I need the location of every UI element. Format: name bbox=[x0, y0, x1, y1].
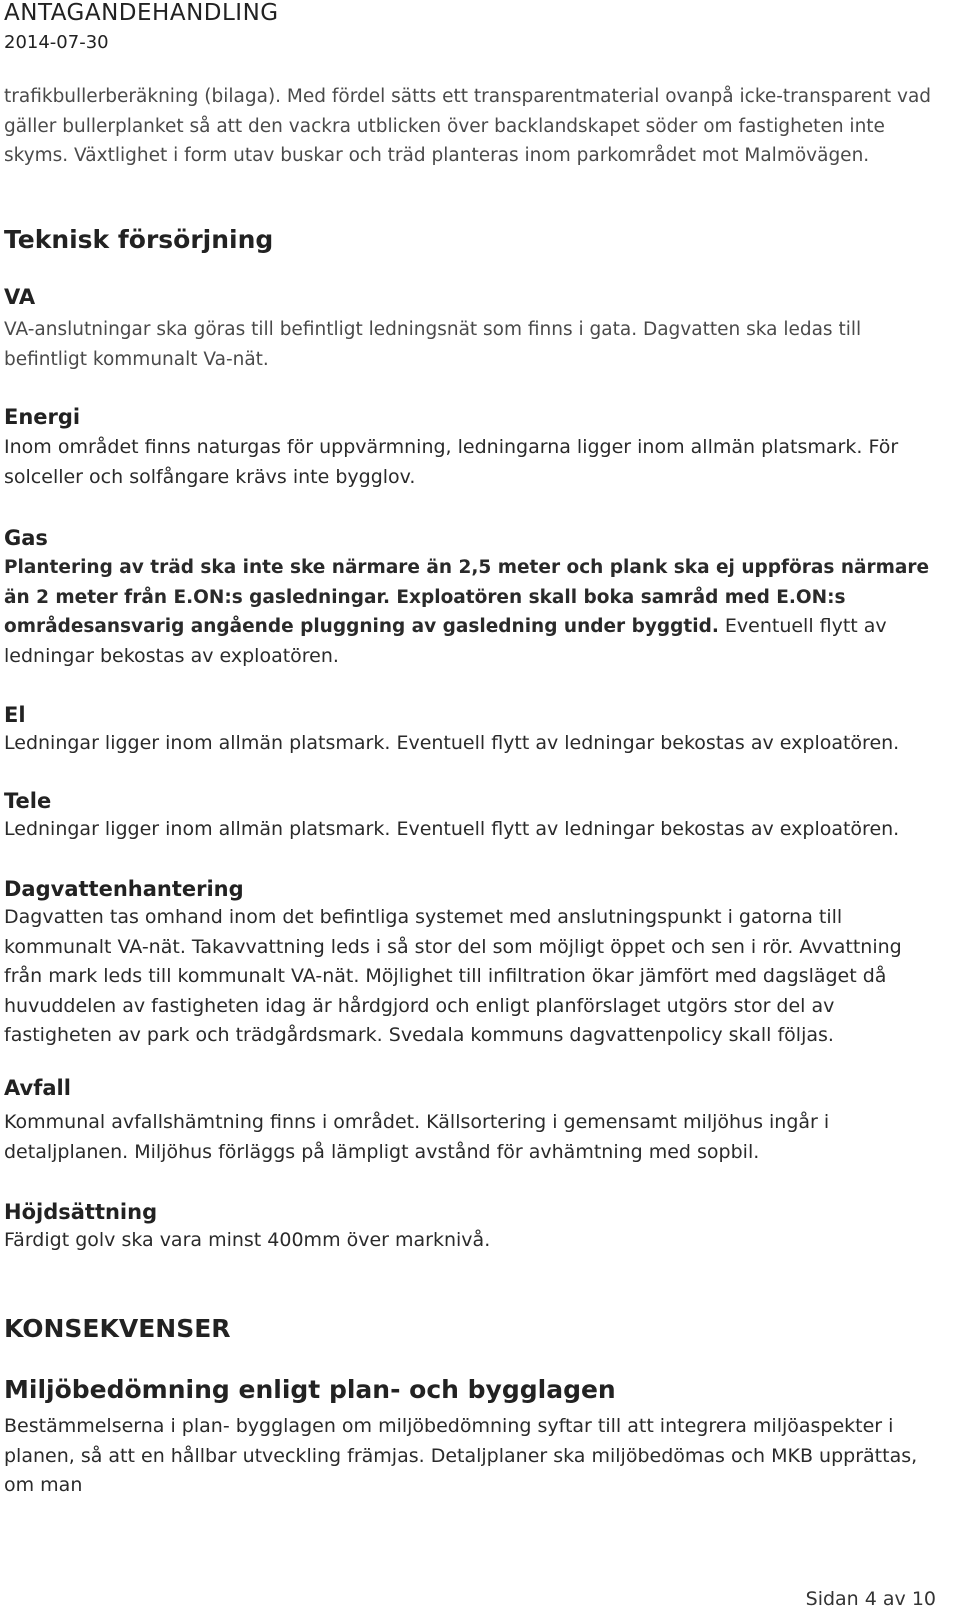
miljo-paragraph: Bestämmelserna i plan- bygglagen om miljöbedömning syftar till att integrera miljöaspekter i planen, så att en hållbar utveckling främjas. Detaljplaner ska miljöbedömas och MKB upprättas, om man bbox=[4, 1415, 918, 1496]
gas-block bbox=[4, 526, 940, 671]
intro-paragraph: trafikbullerberäkning (bilaga). Med fördel sätts ett transparentmaterial ovanpå icke-transparent vad gäller bullerplanket så att den vackra utblicken över backlandskapet söder om fastigheten inte skyms. Växtlighet i form utav buskar och träd planteras inom parkområdet mot Malmövägen. bbox=[4, 86, 932, 166]
gas-text: Eventuell flytt av ledningar bekostas av exploatören. bbox=[4, 615, 887, 667]
el-paragraph: Ledningar ligger inom allmän platsmark. Eventuell flytt av ledningar bekostas av exploatören. bbox=[4, 732, 900, 754]
avfall-block bbox=[4, 1076, 940, 1167]
teknisk-heading-block bbox=[4, 225, 940, 254]
el-block bbox=[4, 703, 940, 759]
hojd-block bbox=[4, 1200, 940, 1256]
gas-paragraph bbox=[4, 553, 940, 671]
avfall-paragraph: Kommunal avfallshämtning finns i området. Källsortering i gemensamt miljöhus ingår i detaljplanen. Miljöhus förläggs på lämpligt avstånd för avhämtning med sopbil. bbox=[4, 1111, 830, 1163]
document-date: 2014-07-30 bbox=[4, 32, 109, 53]
subheading-avfall: Avfall bbox=[4, 1076, 71, 1100]
subheading-dagvatten: Dagvattenhantering bbox=[4, 877, 244, 901]
subheading-tele: Tele bbox=[4, 789, 52, 813]
tele-paragraph: Ledningar ligger inom allmän platsmark. Eventuell flytt av ledningar bekostas av exploatören. bbox=[4, 818, 900, 840]
energi-paragraph: Inom området finns naturgas för uppvärmning, ledningarna ligger inom allmän platsmark. För solceller och solfångare krävs inte bygglov. bbox=[4, 436, 899, 488]
subheading-miljobedomning: Miljöbedömning enligt plan- och bygglagen bbox=[4, 1375, 616, 1404]
page-number: Sidan 4 av 10 bbox=[805, 1588, 936, 1610]
intro-block bbox=[4, 82, 940, 171]
subheading-el: El bbox=[4, 703, 26, 727]
subheading-va: VA bbox=[4, 285, 36, 309]
section-heading-teknisk: Teknisk försörjning bbox=[4, 225, 274, 254]
va-paragraph: VA-anslutningar ska göras till befintligt ledningsnät som finns i gata. Dagvatten ska ledas till befintligt kommunalt Va-nät. bbox=[4, 319, 862, 370]
energi-block bbox=[4, 405, 940, 492]
gas-bold-text: Plantering av träd ska inte ske närmare än 2,5 meter och plank ska ej uppföras närmare än 2 meter från E.ON:s gasledningar. Exploatören skall boka samråd med E.ON:s områdesansvarig angående pluggning av gasledning under byggtid. bbox=[4, 557, 930, 637]
document-title: ANTAGANDEHANDLING bbox=[4, 0, 279, 26]
dagvatten-paragraph: Dagvatten tas omhand inom det befintliga systemet med anslutningspunkt i gatorna till kommunalt VA-nät. Takavvattning leds i så stor del som möjligt öppet och sen i rör. Avvattning från mark leds till kommunalt VA-nät. Möjlighet till infiltration ökar jämfört med dagsläget då huvuddelen av fastigheten idag är hårdgjord och enligt planförslaget utgörs stor del av fastigheten av park och trädgårdsmark. Svedala kommuns dagvattenpolicy skall följas. bbox=[4, 906, 902, 1046]
subheading-gas: Gas bbox=[4, 526, 48, 550]
va-block bbox=[4, 285, 940, 374]
tele-block bbox=[4, 789, 940, 845]
hojd-paragraph: Färdigt golv ska vara minst 400mm över marknivå. bbox=[4, 1229, 491, 1251]
subheading-energi: Energi bbox=[4, 405, 81, 429]
konsekvenser-heading-block bbox=[4, 1314, 940, 1343]
subheading-hojd: Höjdsättning bbox=[4, 1200, 158, 1224]
section-heading-konsekvenser: KONSEKVENSER bbox=[4, 1314, 231, 1343]
miljo-block bbox=[4, 1375, 940, 1501]
dagvatten-block bbox=[4, 877, 940, 1051]
